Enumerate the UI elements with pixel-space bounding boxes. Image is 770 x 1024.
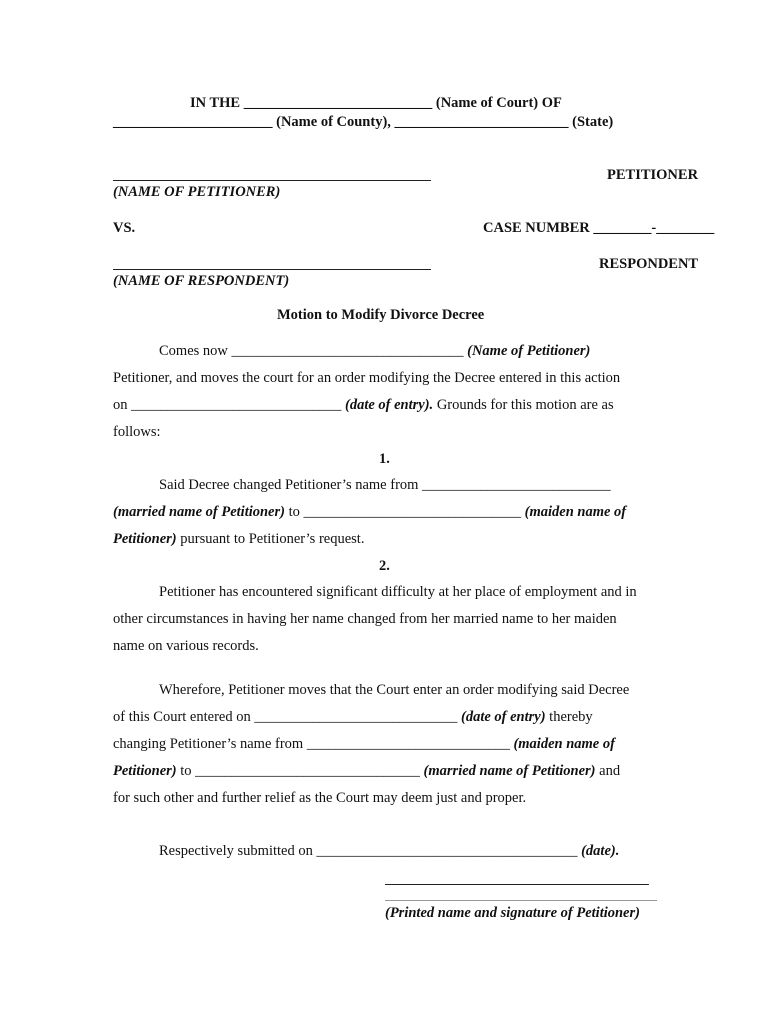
state-field[interactable]: ________________________ (394, 114, 569, 130)
wherefore-line4 (113, 762, 620, 780)
county-label: (Name of County), (276, 114, 391, 130)
document-title: Motion to Modify Divorce Decree (277, 307, 485, 323)
county-field[interactable]: ______________________ (113, 114, 273, 130)
case-number-label: CASE NUMBER (483, 220, 590, 236)
case-number-field[interactable]: ________-________ (593, 220, 715, 236)
submission-date-field[interactable]: ____________________________________ (316, 843, 578, 859)
section2-number: 2. (379, 558, 390, 574)
case-number-row (483, 219, 714, 237)
signature-label: (Printed name and signature of Petitioner) (385, 905, 640, 921)
section2-line1: Petitioner has encountered significant difficulty at her place of employment and in (159, 584, 637, 600)
to-text: to (288, 504, 300, 520)
to-married-name-field[interactable]: _______________________________ (195, 763, 420, 779)
respondent-name-line[interactable] (113, 269, 431, 270)
and-text: and (599, 763, 621, 779)
entry-date-hint: (date of entry). (345, 397, 434, 413)
in-the-label: IN THE (190, 95, 241, 111)
intro-line3 (113, 396, 614, 414)
wherefore-line5: for such other and further relief as the Court may deem just and proper. (113, 790, 527, 806)
grounds-text: Grounds for this motion are as (436, 397, 614, 413)
decree-date-hint: (date of entry) (460, 709, 546, 725)
section1-line3 (113, 530, 364, 548)
court-name-field[interactable]: __________________________ (243, 95, 433, 111)
respondent-name-label: (NAME OF RESPONDENT) (113, 273, 290, 289)
comes-now-text: Comes now (159, 343, 228, 359)
thereby-text: thereby (549, 709, 593, 725)
section2-line2: other circumstances in having her name changed from her married name to her maiden (113, 611, 617, 627)
entry-date-field[interactable]: _____________________________ (131, 397, 342, 413)
from-maiden-name-hint-cont: Petitioner) (113, 763, 177, 779)
married-name-hint: (married name of Petitioner) (113, 504, 285, 520)
from-maiden-name-hint: (maiden name of (513, 736, 615, 752)
court-header-line2 (113, 113, 613, 131)
intro-line4: follows: (113, 424, 161, 440)
court-entered-text: of this Court entered on (113, 709, 251, 725)
court-name-label: (Name of Court) OF (435, 95, 562, 111)
maiden-name-hint-cont: Petitioner) (113, 531, 177, 547)
section1-line1 (159, 476, 611, 494)
submitted-on-text: Respectively submitted on (159, 843, 313, 859)
to-married-name-hint: (married name of Petitioner) (423, 763, 596, 779)
intro-line2: Petitioner, and moves the court for an order modifying the Decree entered in this action (113, 370, 621, 386)
petitioner-name-hint: (Name of Petitioner) (467, 343, 591, 359)
state-label: (State) (572, 114, 614, 130)
signature-line[interactable] (385, 884, 649, 885)
maiden-name-hint: (maiden name of (524, 504, 627, 520)
intro-line1 (159, 342, 590, 360)
wherefore-line1: Wherefore, Petitioner moves that the Court enter an order modifying said Decree (159, 682, 630, 698)
decree-date-field[interactable]: ____________________________ (254, 709, 458, 725)
maiden-name-field[interactable]: ______________________________ (303, 504, 521, 520)
petitioner-name-label: (NAME OF PETITIONER) (113, 184, 281, 200)
submission-date-hint: (date). (581, 843, 620, 859)
court-header-line1 (190, 94, 562, 112)
submission-line (159, 842, 619, 860)
respondent-role-label: RESPONDENT (599, 256, 699, 272)
vs-label: VS. (113, 220, 136, 236)
pursuant-text: pursuant to Petitioner’s request. (180, 531, 365, 547)
section1-line2 (113, 503, 626, 521)
to-text-2: to (180, 763, 192, 779)
petitioner-name-field[interactable]: ________________________________ (231, 343, 464, 359)
petitioner-name-line[interactable] (113, 180, 431, 181)
decree-changed-text: Said Decree changed Petitioner’s name from (159, 477, 419, 493)
petitioner-role-label: PETITIONER (607, 167, 699, 183)
from-maiden-name-field[interactable]: ____________________________ (306, 736, 510, 752)
on-text: on (113, 397, 128, 413)
changing-name-text: changing Petitioner’s name from (113, 736, 304, 752)
signature-underline (385, 900, 657, 901)
wherefore-line2 (113, 708, 593, 726)
married-name-field[interactable]: __________________________ (422, 477, 611, 493)
section2-line3: name on various records. (113, 638, 259, 654)
wherefore-line3 (113, 735, 615, 753)
section1-number: 1. (379, 451, 390, 467)
